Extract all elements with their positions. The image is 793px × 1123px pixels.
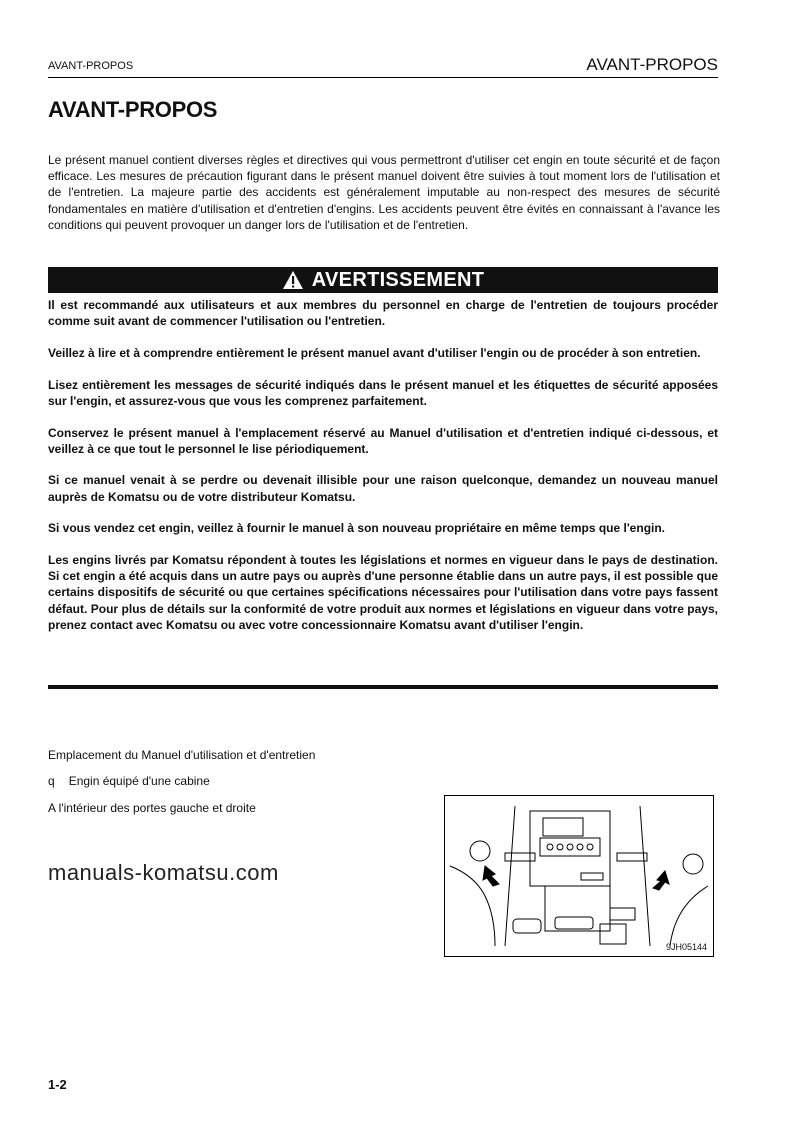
warning-paragraph: Si ce manuel venait à se perdre ou devenait illisible pour une raison quelconque, demandez un nouveau manuel auprès de Komatsu ou de votre distributeur Komatsu. [48, 473, 718, 504]
warning-body [48, 297, 718, 649]
bullet: q [48, 774, 55, 788]
page-number: 1-2 [48, 1077, 67, 1092]
header-rule [48, 77, 718, 78]
location-item [48, 774, 210, 788]
warning-paragraph: Si vous vendez cet engin, veillez à fournir le manuel à son nouveau propriétaire en même temps que l'engin. [48, 521, 666, 536]
location-heading: Emplacement du Manuel d'utilisation et d'entretien [48, 748, 316, 762]
warning-paragraph: Conservez le présent manuel à l'emplacement réservé au Manuel d'utilisation et d'entretien indiqué ci-dessous, et veillez à ce que tout le personnel le lise périodiquement. [48, 425, 718, 456]
warning-paragraph: Les engins livrés par Komatsu répondent à toutes les législations et normes en vigueur dans le pays de destination. Si cet engin a été acquis dans un autre pays ou auprès d'une personne établie dans un autre pays, il est possible que certains dispositifs de sécurité ou que certaines spécifications nécessaires pour l'utilisation dans votre pays fassent défaut. Pour plus de détails sur la conformité de votre produit aux normes et législations en vigueur dans votre pays, prenez contact avec Komatsu ou avec votre concessionnaire Komatsu avant d'utiliser l'engin. [48, 553, 718, 632]
location-detail: A l'intérieur des portes gauche et droite [48, 801, 256, 815]
warning-banner [48, 267, 718, 293]
cab-illustration [444, 795, 714, 957]
header-left: AVANT-PROPOS [48, 60, 134, 72]
warning-bottom-rule [48, 685, 718, 689]
warning-paragraph: Lisez entièrement les messages de sécurité indiqués dans le présent manuel et les étiquettes de sécurité apposées sur l'engin, et assurez-vous que vous les comprenez parfaitement. [48, 377, 718, 408]
warning-paragraph: Il est recommandé aux utilisateurs et aux membres du personnel en charge de l'entretien de toujours procéder comme suit avant de commencer l'utilisation ou l'entretien. [48, 298, 718, 329]
warning-paragraph: Veillez à lire et à comprendre entièrement le présent manuel avant d'utiliser l'engin ou de procéder à son entretien. [48, 345, 701, 360]
warning-triangle-icon [282, 270, 304, 290]
cab-interior-drawing [445, 796, 713, 956]
watermark: manuals-komatsu.com [48, 860, 279, 885]
page-title: AVANT-PROPOS [48, 97, 218, 122]
warning-title: AVERTISSEMENT [311, 268, 485, 291]
header-right: AVANT-PROPOS [586, 55, 718, 74]
intro-paragraph: Le présent manuel contient diverses règles et directives qui vous permettront d'utiliser cet engin en toute sécurité et de façon efficace. Les mesures de précaution figurant dans le présent manuel doivent être suivies à tout moment lors de l'utilisation et de l'entretien. La majeure partie des accidents est généralement imputable au non-respect des mesures de sécurité fondamentales en matière d'utilisation et d'entretien d'engins. Les accidents peuvent être évités en connaissant à l'avance les conditions qui peuvent provoquer un danger lors de l'utilisation et de l'entretien. [48, 153, 720, 232]
location-item-text: Engin équipé d'une cabine [68, 774, 210, 788]
figure-code: 9JH05144 [665, 942, 707, 952]
